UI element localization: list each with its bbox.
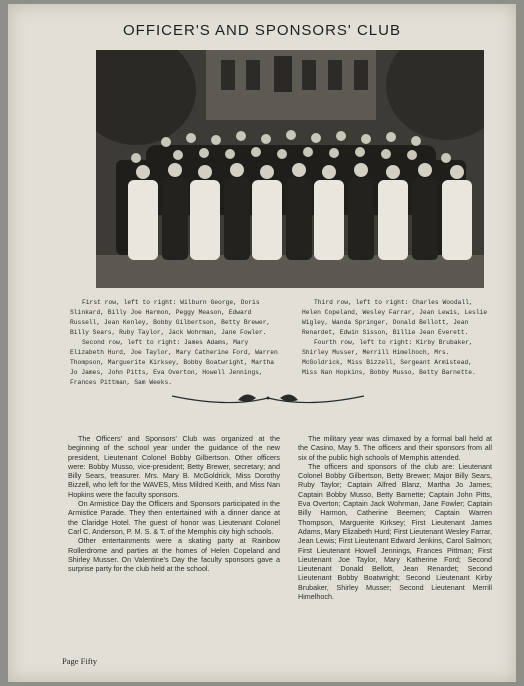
article-paragraph: The Officers' and Sponsors' Club was organized at the beginning of the school year under the guidance of the new president, Lieutenant Colonel Bobby Gilbertson. Other officers were: Bobby Musso, vice-president; Betty Brewer, secretary; and Billy Sears, treasurer. Mrs. Mary B. McGoldrick, Miss Dorothy Bizzell, who left for the WAVES, Miss Mildred Keith, and Miss Nan Hopkins were the faculty sponsors. — [68, 434, 280, 499]
front-row-figures — [128, 178, 472, 260]
caption-row-2: Second row, left to right: James Adams, Mary Elizabeth Hurd, Joe Taylor, Mary Catherine Ford, Warren Thompson, Marguerite Kirksey, Bobby Boatwright, Martha Jo James, John Pitts, Eva Overton, Howell Jennings, Frances Pittman, Sam Weeks. — [70, 339, 278, 386]
article-paragraph: On Armistice Day the Officers and Sponsors participated in the Armistice Parade. They then entertained with a dinner dance at the Claridge Hotel. The guest of honor was Lieutenant Colonel Carl C. Anderson, P. M. S. & T. of the Memphis city high schools. — [68, 499, 280, 536]
ornamental-divider — [168, 386, 368, 412]
article-column-left — [68, 434, 280, 573]
article-column-right — [298, 434, 492, 601]
article-paragraph: The officers and sponsors of the club are: Lieutenant Colonel Bobby Gilbertson, Betty Brewer; Major Billy Sears, Ruby Taylor; Captain Alfred Blanz, Martha Jo James; Captain Bobby Musso, Betty Barnette; Captain John Pitts, Eva Overton; Captain Jack Wohrman, Jane Fowler; Captain Billy Harmon, Catherine Beemen; Captain Warren Thompson, Marguerite Kirksey; First Lieutenant James Adams, Mary Elizabeth Hurd; First Lieutenant Wesley Farrar, Jean Lewis; First Lieutenant Edward Jenkins, Carol Salmon; First Lieutenant Howell Jennings, Frances Pittman; First Lieutenant Joe Taylor, Mary Katherine Ford; Second Lieutenant Donald Bellott, Jean Renardet; Second Lieutenant Bobby Boatwright; Second Lieutenant Kirby Brubaker, Shirley Musser; Second Lieutenant Merrill Himelhoch. — [298, 461, 492, 602]
group-photo-illustration — [96, 50, 484, 288]
caption-row-1: First row, left to right: Wilburn George, Doris Slinkard, Billy Joe Harmon, Peggy Meason, Edward Russell, Jean Kenley, Bobby Gilbertson, Betty Brewer, Billy Sears, Ruby Taylor, Jack Wohrman, Jane Fowler. — [70, 299, 271, 336]
caption-row-3: Third row, left to right: Charles Woodall, Helen Copeland, Wesley Farrar, Jean Lewis, Leslie Wigley, Wanda Springer, Donald Bellott, Jean Renardet, Edwin Sisson, Billie Jean Everett. — [302, 299, 488, 336]
photo-caption-right — [302, 298, 488, 378]
article-paragraph: The military year was climaxed by a formal ball held at the Casino, May 5. The officers and their sponsors from all six of the public high schools of Memphis attended. — [298, 434, 492, 462]
caption-row-4: Fourth row, left to right: Kirby Brubaker, Shirley Musser, Merrill Himelhoch, Mrs. McGoldrick, Miss Bizzell, Sergeant Armistead, Miss Nan Hopkins, Bobby Musso, Betty Barnette. — [302, 339, 476, 376]
yearbook-page — [8, 4, 516, 682]
article-paragraph: Other entertainments were a skating party at Rainbow Rollerdrome and parties at the homes of Helen Copeland and Shirley Musser. On Valentine's Day the faculty sponsors gave a surprise party for the club held at the school. — [68, 536, 280, 574]
group-photo — [96, 50, 484, 288]
photo-caption-left — [70, 298, 282, 388]
page-title: OFFICER'S AND SPONSORS' CLUB — [123, 22, 401, 39]
page-number: Page Fifty — [62, 656, 98, 666]
